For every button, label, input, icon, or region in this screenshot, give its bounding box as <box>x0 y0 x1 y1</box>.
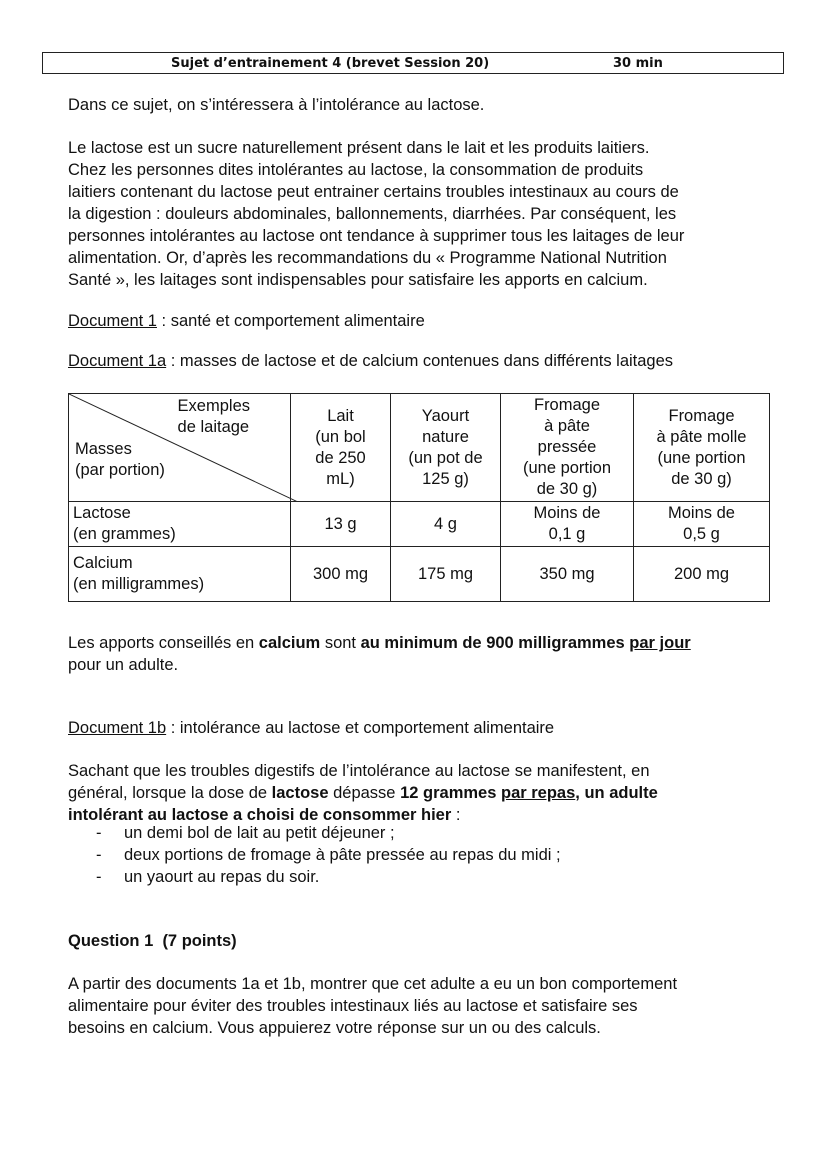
document-1a-heading <box>68 350 808 372</box>
list-item: - un demi bol de lait au petit déjeuner ; <box>90 822 561 844</box>
column-header-yaourt: Yaourt nature (un pot de 125 g) <box>391 394 501 502</box>
troubles-paragraph: Sachant que les troubles digestifs de l’intolérance au lactose se manifestent, en général, lorsque la dose de lactose dépasse 12 grammes par repas, un adulte intolérant au lactose a choisi de consommer hier : <box>68 762 658 824</box>
document-1a-text: : masses de lactose et de calcium contenues dans différents laitages <box>166 352 674 370</box>
cell-calcium-fromage-pressee: 350 mg <box>501 547 634 602</box>
intro-text: Dans ce sujet, on s’intéressera à l’intolérance au lactose. <box>68 96 485 114</box>
cell-calcium-fromage-molle: 200 mg <box>634 547 770 602</box>
context-line: alimentation. Or, d’après les recommandations du « Programme National Nutrition <box>68 249 667 267</box>
cell-lactose-fromage-pressee: Moins de 0,1 g <box>501 502 634 547</box>
context-line: laitiers contenant du lactose peut entrainer certains troubles intestinaux au cours de <box>68 183 679 201</box>
document-1-heading <box>68 310 768 332</box>
header-box <box>42 52 784 74</box>
corner-bottom-label: Masses (par portion) <box>75 440 165 479</box>
table-header-row <box>69 394 770 502</box>
list-item: - deux portions de fromage à pâte pressée au repas du midi ; <box>90 844 561 866</box>
table-row-calcium <box>69 547 770 602</box>
context-line: Santé », les laitages sont indispensables pour satisfaire les apports en calcium. <box>68 271 648 289</box>
context-paragraph <box>68 137 768 291</box>
context-line: Chez les personnes dites intolérantes au lactose, la consommation de produits <box>68 161 644 179</box>
subject-title: Sujet d’entrainement 4 (brevet Session 20) <box>171 56 490 71</box>
context-line: personnes intolérantes au lactose ont tendance à supprimer tous les laitages de leur <box>68 227 685 245</box>
meal-list <box>90 822 561 888</box>
calcium-recommendation: Les apports conseillés en calcium sont au minimum de 900 milligrammes par jour pour un adulte. <box>68 634 691 674</box>
list-item: - un yaourt au repas du soir. <box>90 866 561 888</box>
document-1b-heading <box>68 717 768 739</box>
cell-lactose-lait: 13 g <box>291 502 391 547</box>
row-label-calcium: Calcium (en milligrammes) <box>69 547 291 602</box>
document-1-text: : santé et comportement alimentaire <box>156 312 425 330</box>
table-corner-cell <box>69 394 291 502</box>
context-line: Le lactose est un sucre naturellement présent dans le lait et les produits laitiers. <box>68 139 650 157</box>
question-text: A partir des documents 1a et 1b, montrer que cet adulte a eu un bon comportement alimentaire pour éviter des troubles intestinaux liés au lactose et satisfaire ses besoins en calcium. Vous appuierez votre réponse sur un ou des calculs. <box>68 975 678 1037</box>
column-header-lait: Lait (un bol de 250 mL) <box>291 394 391 502</box>
lactose-calcium-table <box>68 393 770 602</box>
table-row-lactose <box>69 502 770 547</box>
question-heading <box>68 930 768 952</box>
document-1a-label: Document 1a <box>68 352 167 370</box>
row-label-lactose: Lactose (en grammes) <box>69 502 291 547</box>
document-1-label: Document 1 <box>68 312 157 330</box>
corner-top-label: Exemples de laitage <box>177 397 250 436</box>
cell-calcium-yaourt: 175 mg <box>391 547 501 602</box>
document-1b-label: Document 1b <box>68 719 167 737</box>
column-header-fromage-pressee: Fromage à pâte pressée (une portion de 30 g) <box>501 394 634 502</box>
cell-lactose-yaourt: 4 g <box>391 502 501 547</box>
duration: 30 min <box>613 56 663 71</box>
question-points: (7 points) <box>162 932 237 950</box>
cell-lactose-fromage-molle: Moins de 0,5 g <box>634 502 770 547</box>
column-header-fromage-molle: Fromage à pâte molle (une portion de 30 g) <box>634 394 770 502</box>
document-1b-text: : intolérance au lactose et comportement alimentaire <box>166 719 555 737</box>
cell-calcium-lait: 300 mg <box>291 547 391 602</box>
context-line: la digestion : douleurs abdominales, ballonnements, diarrhées. Par conséquent, les <box>68 205 677 223</box>
question-title: Question 1 <box>68 932 154 950</box>
